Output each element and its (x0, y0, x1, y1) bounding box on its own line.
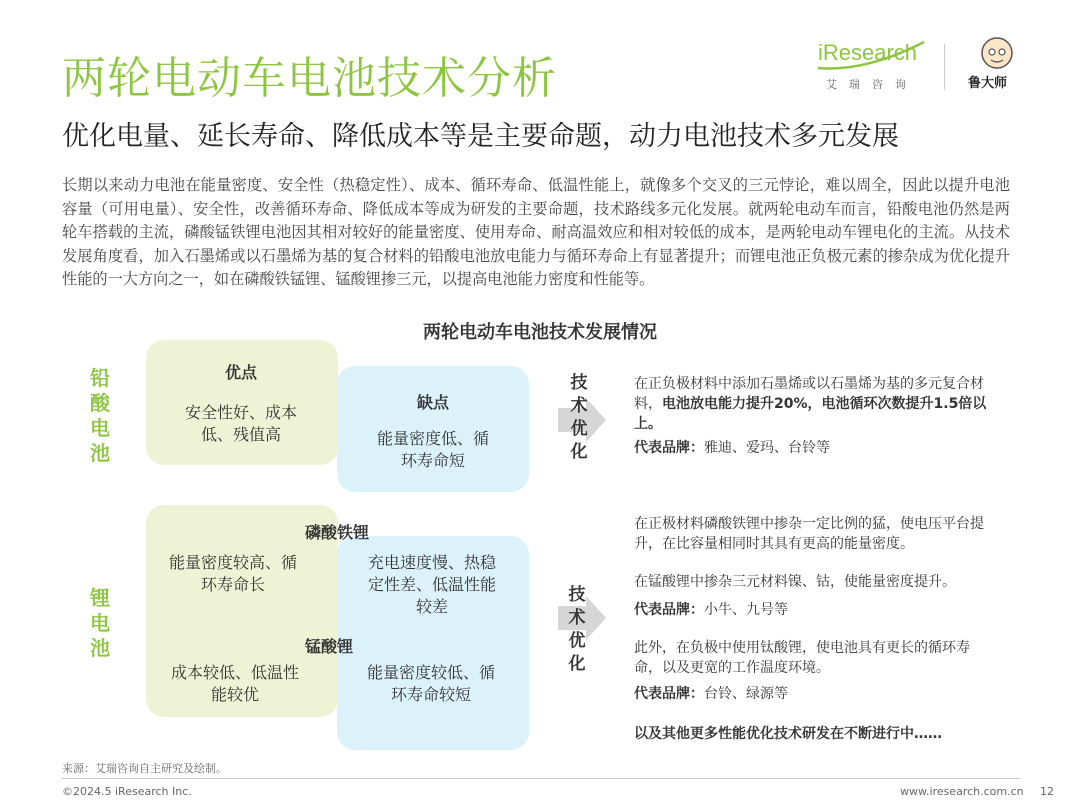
lead-acid-label: 铅酸电池 (90, 366, 110, 465)
source-note: 来源：艾瑞咨询自主研究及绘制。 (62, 762, 227, 775)
logo-divider (944, 44, 945, 90)
lithium-tech-label: 技术优化 (568, 585, 586, 674)
page-number: 12 (1040, 785, 1054, 798)
ludashi-logo (966, 34, 1028, 94)
brand-list: 雅迪、爱玛、台铃等 (704, 440, 830, 456)
lmo-cons-text: 能量密度较低、循环寿命较短 (366, 663, 495, 704)
intro-paragraph: 长期以来动力电池在能量密度、安全性（热稳定性）、成本、循环寿命、低温性能上，就像多个交叉的三元悖论，难以周全，因此以提升电池容量（可用电量）、安全性，改善循环寿命、降低成本等成为研发的主要命题，技术路线多元化发展。就两轮电动车而言，铅酸电池仍然是两轮车搭载的主流，磷酸锰铁锂电池因其相对较好的能量密度、使用寿命、耐高温效应和相对较低的成本，是两轮电动车锂电化的主流。从技术发展角度看，加入石墨烯或以石墨烯为基的复合材料的铅酸电池放电能力与循环寿命上有显著提升；而锂电池正负极元素的掺杂成为优化提升性能的一大方向之一，如在磷酸铁锰锂、锰酸锂掺三元，以提高电池能力密度和性能等。 (62, 176, 1010, 289)
lithium-desc-2: 在锰酸锂中掺杂三元材料镍、钴，使能量密度提升。 (634, 574, 956, 590)
lead-acid-desc-normal: 在正负极材料中添加石墨烯或以石墨烯为基的多元复合材料， (634, 376, 984, 412)
brand-label: 代表品牌： (634, 602, 704, 618)
ludashi-name: 鲁大师 (968, 76, 1008, 91)
page-title: 两轮电动车电池技术分析 (62, 53, 557, 104)
website-link[interactable]: www.iresearch.com.cn (900, 785, 1024, 798)
page-subtitle: 优化电量、延长寿命、降低成本等是主要命题，动力电池技术多元发展 (62, 121, 899, 152)
lfp-cons-text: 充电速度慢、热稳定性差、低温性能较差 (367, 553, 496, 616)
lfp-label: 磷酸铁锂 (304, 523, 369, 542)
brand-list: 台铃、绿源等 (704, 686, 788, 702)
lmo-pros-text: 成本较低、低温性能较优 (170, 663, 299, 704)
iresearch-cn-name: 艾瑞咨询 (826, 78, 918, 91)
lmo-label: 锰酸锂 (304, 637, 353, 656)
lithium-desc-1: 在正极材料磷酸铁锂中掺杂一定比例的猛，使电压平台提升，在比容量相同时其具有更高的能量密度。 (634, 516, 984, 552)
lithium-label: 锂电池 (90, 586, 110, 660)
pros-heading: 优点 (224, 363, 257, 382)
lead-acid-tech-desc (634, 374, 994, 434)
diagram-title-text: 两轮电动车电池技术发展情况 (423, 322, 657, 343)
brand-list: 小牛、九号等 (704, 602, 788, 618)
brand-label: 代表品牌： (634, 440, 704, 456)
footer-divider (62, 778, 1020, 779)
closing-note: 以及其他更多性能优化技术研发在不断进行中…… (634, 726, 942, 742)
cons-heading: 缺点 (416, 393, 449, 412)
lfp-pros-text: 能量密度较高、循环寿命长 (168, 553, 297, 594)
lead-acid-brands (634, 438, 994, 458)
lead-acid-pros-text: 安全性好、成本低、残值高 (184, 403, 297, 444)
lead-acid-tech-label: 技术优化 (570, 373, 588, 462)
lead-acid-desc-bold: 电池放电能力提升20%，电池循环次数提升1.5倍以上。 (634, 396, 987, 432)
lithium-desc-3: 此外，在负极中使用钛酸锂，使电池具有更长的循环寿命，以及更宽的工作温度环境。 (634, 640, 970, 676)
lithium-brands-2 (634, 684, 994, 704)
lithium-brands-1 (634, 600, 994, 620)
ludashi-mascot-icon (980, 36, 1014, 70)
copyright: ©2024.5 iResearch Inc. (62, 785, 192, 798)
lead-acid-cons-text: 能量密度低、循环寿命短 (376, 429, 489, 470)
brand-label: 代表品牌： (634, 686, 704, 702)
iresearch-logo (812, 36, 932, 96)
iresearch-wordmark: iResearch (818, 40, 918, 65)
